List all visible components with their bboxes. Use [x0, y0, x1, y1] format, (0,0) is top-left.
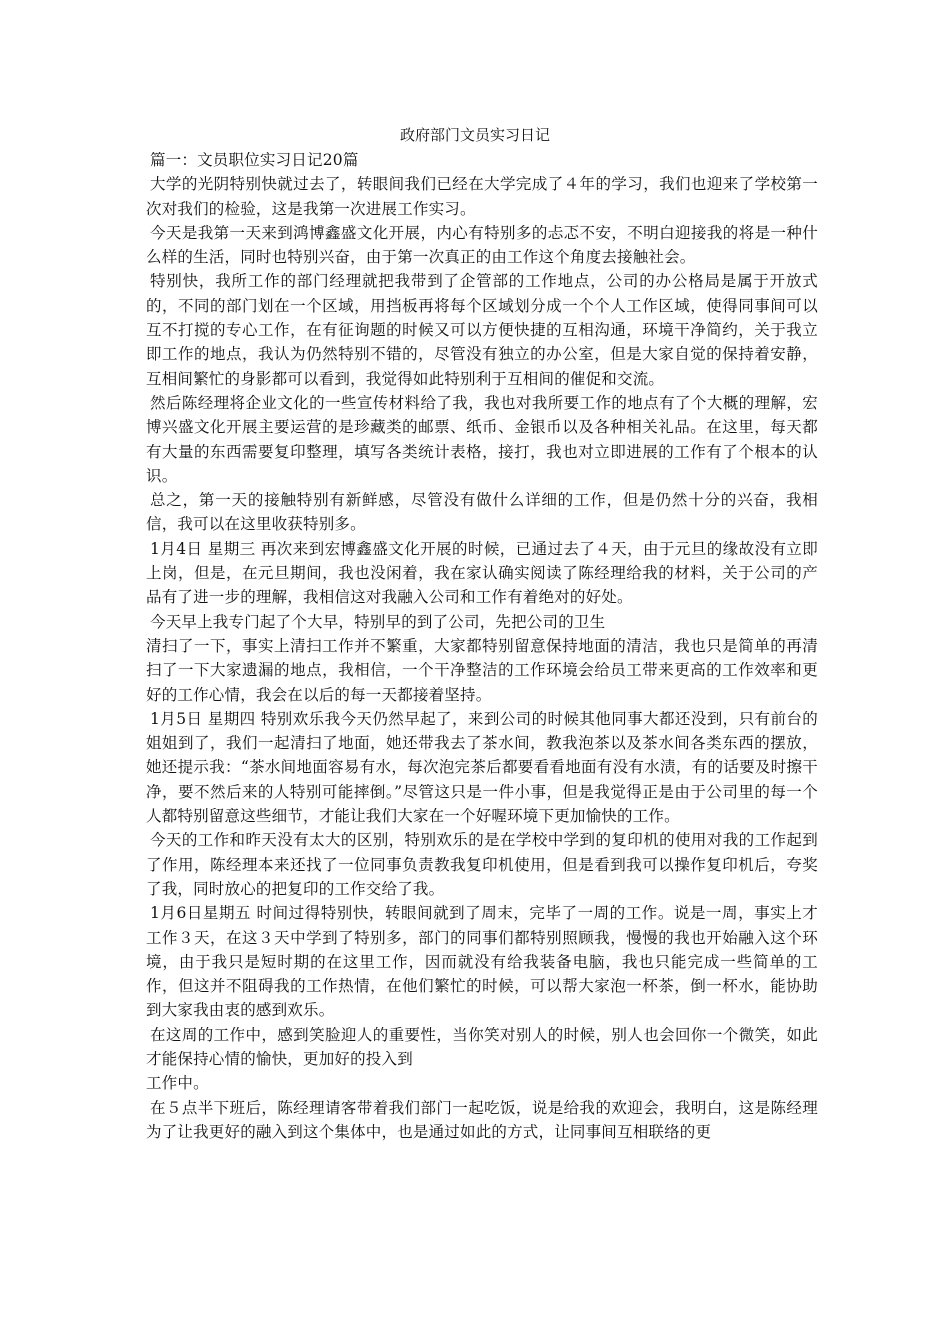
document-body [146, 148, 818, 1144]
paragraph: 特别快，我所工作的部门经理就把我带到了企管部的工作地点，公司的办公格局是属于开放式的，不同的部门划在一个区域，用挡板再将每个区域划分成一个个人工作区域，使得同事间可以互不打搅的专心工作，在有征询题的时候又可以方便快捷的互相沟通，环境干净简约，关于我立即工作的地点，我认为仍然特别不错的，尽管没有独立的办公室，但是大家自觉的保持着安静，互相间繁忙的身影都可以看到，我觉得如此特别利于互相间的催促和交流。 [146, 272, 818, 388]
document-title: 政府部门文员实习日记 [399, 126, 550, 144]
paragraph: 工作中。 [146, 1074, 209, 1093]
paragraph: 然后陈经理将企业文化的一些宣传材料给了我，我也对我所要工作的地点有了个大概的理解，宏博兴盛文化开展主要运营的是珍藏类的邮票、纸币、金银币以及各种相关礼品。在这里，每天都有大量的东西需要复印整理，填写各类统计表格，接打，我也对立即进展的工作有了个根本的认识。 [146, 393, 818, 485]
paragraph: 总之，第一天的接触特别有新鲜感，尽管没有做什么详细的工作，但是仍然十分的兴奋，我相信，我可以在这里收获特别多。 [146, 491, 818, 534]
paragraph: 今天是我第一天来到鸿博鑫盛文化开展，内心有特别多的忐忑不安，不明白迎接我的将是一种什么样的生活，同时也特别兴奋，由于第一次真正的由工作这个角度去接触社会。 [146, 223, 818, 267]
diary-entry-jan-4: 1月4日 星期三 再次来到宏博鑫盛文化开展的时候，已通过去了４天，由于元旦的缘故没有立即上岗，但是，在元旦期间，我也没闲着，我在家认确实阅读了陈经理给我的材料，关于公司的产品有了进一步的理解，我相信这对我融入公司和工作有着绝对的好处。 [146, 539, 818, 607]
diary-entry-jan-6: 1月6日星期五 时间过得特别快，转眼间就到了周末，完毕了一周的工作。说是一周，事实上才工作３天，在这３天中学到了特别多，部门的同事们都特别照顾我，慢慢的我也开始融入这个环境，由于我只是短时期的在这里工作，因而就没有给我装备电脑，我也只能完成一些简单的工作，但这并不阻碍我的工作热情，在他们繁忙的时候，可以帮大家泡一杯茶，倒一杯水，能协助到大家我由衷的感到欢乐。 [146, 904, 818, 1020]
paragraph: 大学的光阴特别快就过去了，转眼间我们已经在大学完成了４年的学习，我们也迎来了学校第一次对我们的检验，这是我第一次进展工作实习。 [146, 175, 818, 218]
paragraph: 今天早上我专门起了个大早，特别早的到了公司，先把公司的卫生 [150, 612, 606, 631]
diary-entry-jan-5: 1月5日 星期四 特别欢乐我今天仍然早起了，来到公司的时候其他同事大都还没到，只有前台的姐姐到了，我们一起清扫了地面，她还带我去了茶水间，教我泡茶以及茶水间各类东西的摆放，她还提示我：“茶水间地面容易有水，每次泡完茶后都要看看地面有没有水渍，有的话要及时擦干净，要不然后来的人特别可能摔倒。”尽管这只是一件小事，但是我觉得正是由于公司里的每一个人都特别留意这些细节，才能让我们大家在一个好喔环境下更加愉快的工作。 [146, 709, 818, 826]
paragraph: 在这周的工作中，感到笑脸迎人的重要性，当你笑对别人的时候，别人也会回你一个微笑，如此才能保持心情的愉快，更加好的投入到 [146, 1025, 818, 1068]
paragraph: 清扫了一下，事实上清扫工作并不繁重，大家都特别留意保持地面的清洁，我也只是简单的再清扫了一下大家遗漏的地点，我相信，一个干净整洁的工作环境会给员工带来更高的工作效率和更好的工作心情，我会在以后的每一天都接着坚持。 [146, 636, 818, 704]
paragraph: 在５点半下班后，陈经理请客带着我们部门一起吃饭，说是给我的欢迎会，我明白，这是陈经理为了让我更好的融入到这个集体中，也是通过如此的方式，让同事间互相联络的更 [146, 1098, 818, 1141]
paragraph: 今天的工作和昨天没有太大的区别，特别欢乐的是在学校中学到的复印机的使用对我的工作起到了作用，陈经理本来还找了一位同事负责教我复印机使用，但是看到我可以操作复印机后，夸奖了我，同时放心的把复印的工作交给了我。 [146, 831, 818, 898]
section-heading: 篇一：文员职位实习日记20篇 [150, 151, 359, 169]
